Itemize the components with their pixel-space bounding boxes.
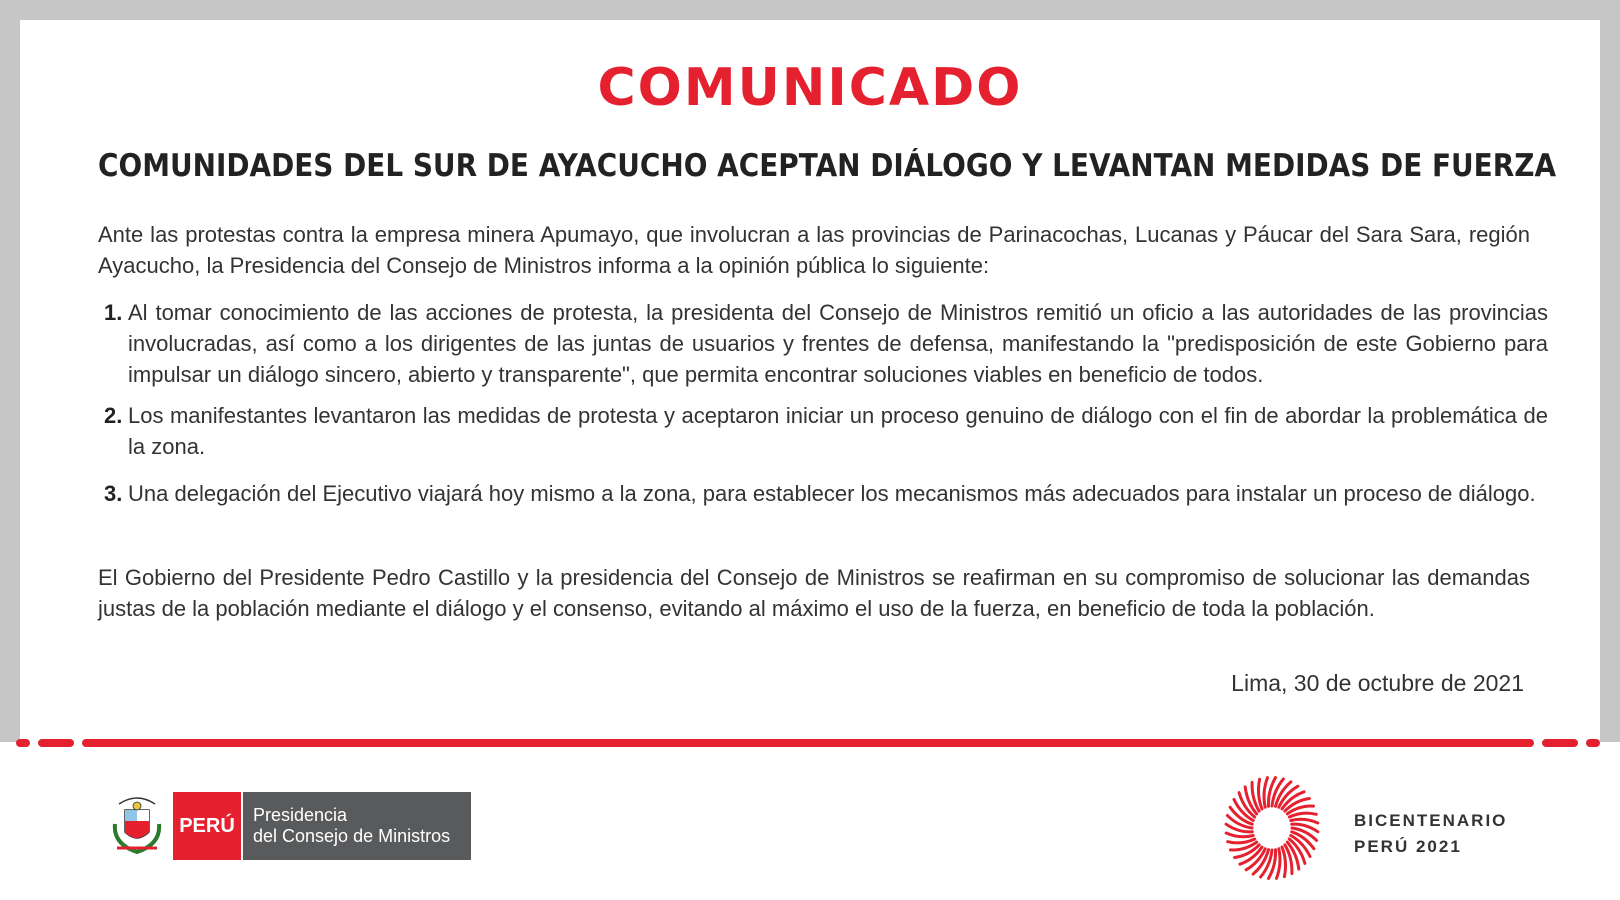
divider-dash — [38, 739, 74, 747]
intro-paragraph: Ante las protestas contra la empresa minera Apumayo, que involucran a las provincias de Parinacochas, Lucanas y Páucar del Sara Sara, región Ayacucho, la Presidencia del Consejo de Ministros informa a la opinión pública lo siguiente: — [98, 222, 1530, 278]
list-item-text: Una delegación del Ejecutivo viajará hoy mismo a la zona, para establecer los mecanismos más adecuados para instalar un proceso de diálogo. — [128, 481, 1536, 506]
sun-ray — [1291, 819, 1318, 823]
list-item — [98, 297, 1548, 390]
divider-dash — [16, 739, 30, 747]
divider-line — [82, 739, 1534, 747]
bicentenario-sun-icon — [1222, 771, 1322, 885]
list-item-number: 1. — [104, 300, 123, 325]
sun-ray — [1228, 839, 1255, 843]
bicentenario-line2: PERÚ 2021 — [1354, 837, 1462, 856]
bicentenario-text — [1354, 808, 1507, 860]
pcm-line2: del Consejo de Ministros — [253, 826, 451, 846]
closing-paragraph: El Gobierno del Presidente Pedro Castillo y la presidencia del Consejo de Ministros se reafirman en su compromiso de solucionar las demandas justas de la población mediante el diálogo y el consenso, evitando al máximo el uso de la fuerza, en beneficio de toda la población. — [98, 565, 1530, 621]
document-heading: COMUNICADO — [597, 58, 1023, 118]
sun-ray — [1226, 833, 1253, 837]
pcm-line1: Presidencia — [253, 805, 348, 825]
sun-ray — [1289, 813, 1316, 817]
divider-dash — [1542, 739, 1578, 747]
list-item-text: Al tomar conocimiento de las acciones de protesta, la presidenta del Consejo de Ministros remitió un oficio a las autoridades de las provincias involucradas, así como a los dirigentes de las juntas de usuarios y frentes de defensa, manifestando la "predisposición de este Gobierno para impulsar un diálogo sincero, abierto y transparente", que permita encontrar soluciones viables en beneficio de todos. — [128, 300, 1548, 387]
document-subheading: COMUNIDADES DEL SUR DE AYACUCHO ACEPTAN DIÁLOGO Y LEVANTAN MEDIDAS DE FUERZA — [98, 148, 1557, 184]
peru-label-box: PERÚ — [173, 792, 241, 860]
document-date: Lima, 30 de octubre de 2021 — [1231, 670, 1524, 696]
numbered-list — [98, 297, 1548, 509]
list-item-number: 3. — [104, 481, 123, 506]
list-item-number: 2. — [104, 403, 123, 428]
sun-ray — [1258, 779, 1262, 809]
list-item — [98, 478, 1548, 509]
bicentenario-line1: BICENTENARIO — [1354, 811, 1508, 830]
divider-dash — [1586, 739, 1600, 747]
list-item-text: Los manifestantes levantaron las medidas de protesta y aceptaron iniciar un proceso genuino de diálogo con el fin de abordar la problemática de la zona. — [128, 403, 1548, 459]
list-item — [98, 400, 1548, 462]
coat-of-arms-icon — [111, 794, 163, 856]
sun-ray — [1282, 847, 1286, 877]
pcm-label-box — [243, 792, 471, 860]
